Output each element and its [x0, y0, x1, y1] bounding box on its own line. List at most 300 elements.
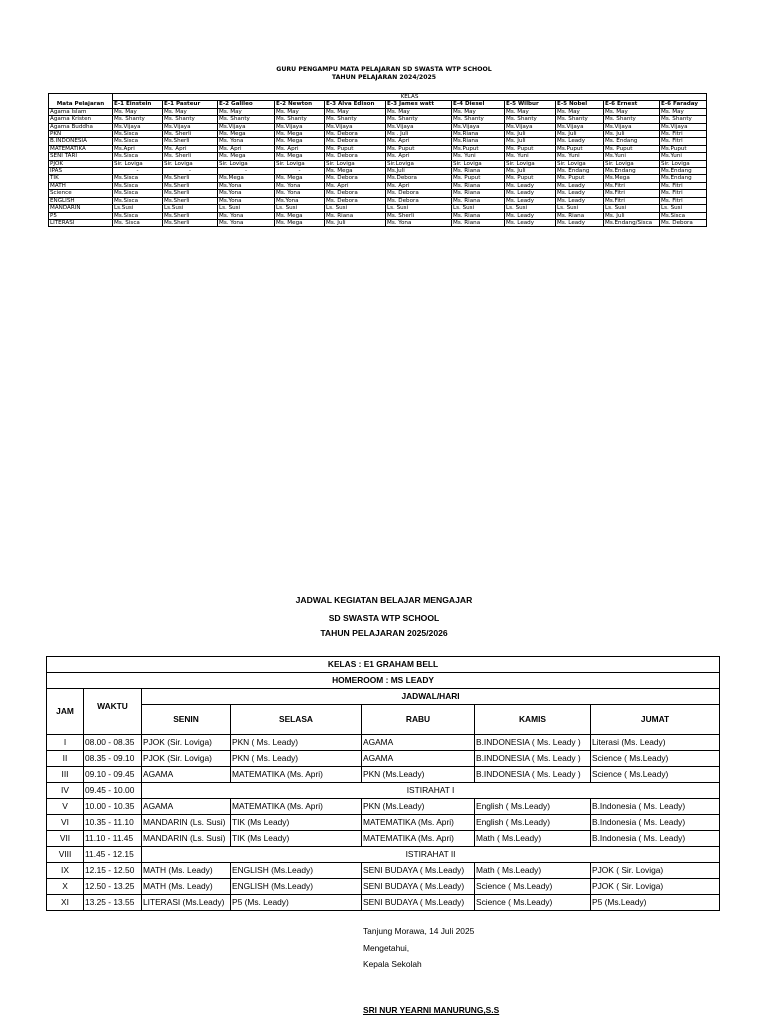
class-header: E-5 Nobel	[556, 101, 604, 108]
teacher-cell: Ms.Yona	[218, 182, 275, 189]
lesson-cell: AGAMA	[142, 767, 231, 783]
teacher-cell: Ms.Sisca	[113, 197, 163, 204]
table-row	[49, 116, 707, 123]
teacher-cell: Ms.Sisca	[113, 212, 163, 219]
teacher-cell: Sir. Loviga	[325, 160, 386, 167]
lesson-cell: PKN ( Ms. Leady)	[231, 735, 362, 751]
teacher-cell: Ms. Sisca	[113, 219, 163, 226]
teacher-cell: Ms. Puput	[386, 145, 452, 152]
teacher-cell: Ms. Mega	[325, 168, 386, 175]
teacher-cell: Ms. May	[604, 108, 660, 115]
teacher-cell: Ms. Apri	[386, 182, 452, 189]
teacher-cell: -	[275, 168, 325, 175]
teacher-cell: Ls. Susi	[660, 205, 707, 212]
table-row	[47, 863, 720, 879]
teacher-cell: Ms. Debora	[325, 175, 386, 182]
teacher-cell: Ms. Juli	[505, 138, 556, 145]
day-header: JUMAT	[591, 705, 720, 735]
teacher-cell: Ms. Riana	[452, 212, 505, 219]
teacher-cell: Ms.Puput	[556, 145, 604, 152]
waktu-cell: 09.10 - 09.45	[84, 767, 142, 783]
lesson-cell: Science ( Ms.Leady)	[475, 895, 591, 911]
subject-cell: B.INDONESIA	[49, 138, 113, 145]
teacher-cell: Ms. Sherli	[386, 212, 452, 219]
lesson-cell: PKN ( Ms. Leady)	[231, 751, 362, 767]
teacher-cell: Ms. Puput	[505, 175, 556, 182]
teacher-table-title: GURU PENGAMPU MATA PELAJARAN SD SWASTA WTP SCHOOL	[276, 66, 492, 73]
lesson-cell: B.Indonesia ( Ms. Leady)	[591, 799, 720, 815]
waktu-cell: 10.00 - 10.35	[84, 799, 142, 815]
teacher-cell: Ms. Apri	[218, 145, 275, 152]
lesson-cell: MATEMATIKA (Ms. Apri)	[231, 799, 362, 815]
table-row	[49, 160, 707, 167]
lesson-cell: English ( Ms.Leady)	[475, 799, 591, 815]
teacher-cell: Ms. Shanty	[452, 116, 505, 123]
table-row	[49, 175, 707, 182]
table-row	[47, 831, 720, 847]
lesson-cell: MATH (Ms. Leady)	[142, 863, 231, 879]
subject-cell: Agama Buddha	[49, 123, 113, 130]
teacher-cell: Sir. Loviga	[275, 160, 325, 167]
schedule-title: JADWAL KEGIATAN BELAJAR MENGAJAR	[295, 595, 473, 605]
table-row	[49, 123, 707, 130]
teacher-cell: Ms. Shanty	[660, 116, 707, 123]
teacher-cell: Ms.Endang	[660, 175, 707, 182]
teacher-cell: Ms.Puput	[660, 145, 707, 152]
teacher-cell: Sir.Loviga	[386, 160, 452, 167]
teacher-cell: Ms.Yona	[218, 190, 275, 197]
lesson-cell: PJOK ( Sir. Loviga)	[591, 863, 720, 879]
teacher-cell: Ms.Apri	[113, 145, 163, 152]
teacher-cell: Ls.Susi	[113, 205, 163, 212]
class-header: E-3 James watt	[386, 101, 452, 108]
lesson-cell: PJOK (Sir. Loviga)	[142, 735, 231, 751]
teacher-cell: Ms. Mega	[275, 175, 325, 182]
lesson-cell: P5 (Ms.Leady)	[591, 895, 720, 911]
teacher-cell: Ms. May	[275, 108, 325, 115]
teacher-cell: Ms. Puput	[505, 145, 556, 152]
class-header: E-1 Einstein	[113, 101, 163, 108]
teacher-cell: Ms. Riana	[452, 197, 505, 204]
corner-cell	[49, 94, 113, 101]
table-row	[47, 879, 720, 895]
teacher-cell: Ms. Riana	[556, 212, 604, 219]
teacher-cell: Ms. Riana	[452, 219, 505, 226]
lesson-cell: AGAMA	[362, 751, 475, 767]
class-header: E-1 Pasteur	[163, 101, 218, 108]
teacher-cell: Ms. Mega	[218, 131, 275, 138]
teacher-cell: Ms. May	[556, 108, 604, 115]
teacher-cell: Sir. Loviga	[218, 160, 275, 167]
waktu-cell: 08.35 - 09.10	[84, 751, 142, 767]
teacher-cell: Ms. Puput	[325, 145, 386, 152]
lesson-cell: ENGLISH (Ms.Leady)	[231, 863, 362, 879]
lesson-cell: PKN (Ms.Leady)	[362, 799, 475, 815]
waktu-cell: 11.45 - 12.15	[84, 847, 142, 863]
table-row	[49, 153, 707, 160]
sign-role: Kepala Sekolah	[363, 959, 422, 969]
teacher-cell: Ms. Juli	[604, 131, 660, 138]
table-row	[49, 212, 707, 219]
lesson-cell: MATEMATIKA (Ms. Apri)	[231, 767, 362, 783]
lesson-cell: AGAMA	[362, 735, 475, 751]
teacher-cell: Ms.Sherli	[163, 219, 218, 226]
teacher-cell: Ms. Shanty	[505, 116, 556, 123]
waktu-cell: 13.25 - 13.55	[84, 895, 142, 911]
jam-cell: I	[47, 735, 84, 751]
lesson-cell: MATH (Ms. Leady)	[142, 879, 231, 895]
day-header: KAMIS	[475, 705, 591, 735]
teacher-cell: Ms. Leady	[556, 197, 604, 204]
teacher-cell: Ms.Yona	[218, 197, 275, 204]
lesson-cell: MATEMATIKA (Ms. Apri)	[362, 831, 475, 847]
lesson-cell: Science ( Ms.Leady)	[591, 767, 720, 783]
waktu-cell: 11.10 - 11.45	[84, 831, 142, 847]
lesson-cell: B.INDONESIA ( Ms. Leady )	[475, 735, 591, 751]
teacher-cell: Ms. Mega	[275, 138, 325, 145]
waktu-cell: 08.00 - 08.35	[84, 735, 142, 751]
lesson-cell: MANDARIN (Ls. Susi)	[142, 815, 231, 831]
teacher-cell: Ms. Sherli	[163, 131, 218, 138]
teacher-cell: Ms.Riana	[452, 138, 505, 145]
lesson-cell: Math ( Ms.Leady)	[475, 863, 591, 879]
teacher-cell: Ms. Shanty	[163, 116, 218, 123]
teacher-cell: Ms.Sisca	[113, 153, 163, 160]
teacher-cell: Ms.Fitri	[604, 182, 660, 189]
table-row	[47, 751, 720, 767]
teacher-cell: Ms.Endang/Sisca	[604, 219, 660, 226]
teacher-cell: Ls. Susi	[386, 205, 452, 212]
teacher-cell: Ms. May	[505, 108, 556, 115]
teacher-cell: Ms.Sisca	[113, 190, 163, 197]
teacher-cell: Ms. Juli	[325, 219, 386, 226]
table-row	[49, 219, 707, 226]
teacher-cell: Ls. Susi	[325, 205, 386, 212]
teacher-cell: Ms.Endang	[604, 168, 660, 175]
subject-cell: MATEMATIKA	[49, 145, 113, 152]
teacher-cell: Ms. Yona	[386, 219, 452, 226]
teacher-cell: Ms. Riana	[452, 182, 505, 189]
lesson-cell: SENI BUDAYA ( Ms.Leady)	[362, 879, 475, 895]
teacher-cell: Ms. Juli	[556, 131, 604, 138]
teacher-cell: Sir. Loviga	[660, 160, 707, 167]
table-row	[49, 138, 707, 145]
teacher-cell: Ms. Leady	[556, 190, 604, 197]
teacher-cell: Ms. Leady	[505, 219, 556, 226]
teacher-cell: Ms. Yona	[218, 219, 275, 226]
teacher-cell: Ms.Vijaya	[218, 123, 275, 130]
teacher-cell: Ms.Vijaya	[325, 123, 386, 130]
teacher-cell: Ms. Debora	[325, 153, 386, 160]
teacher-cell: Ms. Mega	[275, 153, 325, 160]
lesson-cell: B.Indonesia ( Ms. Leady)	[591, 815, 720, 831]
teacher-cell: -	[163, 168, 218, 175]
class-header: E-6 Ernest	[604, 101, 660, 108]
waktu-cell: 10.35 - 11.10	[84, 815, 142, 831]
teacher-cell: Ms. Leady	[556, 219, 604, 226]
day-header: SELASA	[231, 705, 362, 735]
table-row	[47, 815, 720, 831]
teacher-cell: Sir. Loviga	[505, 160, 556, 167]
lesson-cell: ENGLISH (Ms.Leady)	[231, 879, 362, 895]
homeroom: HOMEROOM : MS LEADY	[47, 673, 720, 689]
jam-header: JAM	[47, 689, 84, 735]
lesson-cell: SENI BUDAYA ( Ms.Leady)	[362, 895, 475, 911]
teacher-cell: Ms. Yuni	[452, 153, 505, 160]
teacher-cell: Ms. Juli	[505, 168, 556, 175]
teacher-cell: Ms.Vijaya	[113, 123, 163, 130]
lesson-cell: MATEMATIKA (Ms. Apri)	[362, 815, 475, 831]
waktu-cell: 12.15 - 12.50	[84, 863, 142, 879]
teacher-cell: Ms.Vijaya	[660, 123, 707, 130]
teacher-assignment-table	[48, 93, 707, 227]
kelas-header: KELAS	[113, 94, 707, 101]
teacher-cell: Ms. Apri	[275, 145, 325, 152]
teacher-cell: -	[113, 168, 163, 175]
teacher-cell: Ms. May	[218, 108, 275, 115]
subject-cell: Science	[49, 190, 113, 197]
table-row	[47, 799, 720, 815]
teacher-cell: Sir. Loviga	[452, 160, 505, 167]
class-header: E-5 Wilbur	[505, 101, 556, 108]
teacher-cell: Ms. Debora	[325, 197, 386, 204]
break-cell: ISTIRAHAT I	[142, 783, 720, 799]
teacher-cell: Ms. Shanty	[604, 116, 660, 123]
teacher-cell: Ms.Yuni	[604, 153, 660, 160]
teacher-cell: Sir. Loviga	[604, 160, 660, 167]
table-row	[49, 190, 707, 197]
teacher-cell: Ms.Vijaya	[556, 123, 604, 130]
teacher-cell: Ms. Apri	[386, 153, 452, 160]
lesson-cell: B.INDONESIA ( Ms. Leady )	[475, 767, 591, 783]
teacher-cell: Ms.Debora	[386, 175, 452, 182]
jam-cell: II	[47, 751, 84, 767]
teacher-cell: Ms. Apri	[325, 182, 386, 189]
subject-cell: Agama Kristen	[49, 116, 113, 123]
teacher-cell: Sir. Loviga	[113, 160, 163, 167]
teacher-cell: Ms. Fitri	[660, 182, 707, 189]
day-header: SENIN	[142, 705, 231, 735]
teacher-cell: Ms.Fitri	[604, 197, 660, 204]
subject-cell: ENGLISH	[49, 197, 113, 204]
table-row	[47, 767, 720, 783]
jam-cell: V	[47, 799, 84, 815]
table-row	[49, 131, 707, 138]
teacher-cell: Ms. Leady	[505, 182, 556, 189]
teacher-cell: Ms. Yona	[275, 182, 325, 189]
table-row	[49, 145, 707, 152]
subject-cell: Agama Islam	[49, 108, 113, 115]
waktu-header: WAKTU	[84, 689, 142, 735]
table-row	[47, 895, 720, 911]
teacher-cell: Ms. Apri	[163, 145, 218, 152]
teacher-cell: -	[218, 168, 275, 175]
teacher-cell: Ms.Vijaya	[163, 123, 218, 130]
table-row	[49, 168, 707, 175]
lesson-cell: Math ( Ms.Leady)	[475, 831, 591, 847]
teacher-cell: Ms. Yona	[218, 212, 275, 219]
lesson-cell: Science ( Ms.Leady)	[475, 879, 591, 895]
lesson-cell: SENI BUDAYA ( Ms.Leady)	[362, 863, 475, 879]
teacher-cell: Ms. Yona	[275, 190, 325, 197]
subject-cell: TIK	[49, 175, 113, 182]
teacher-cell: Ms. Endang	[604, 138, 660, 145]
teacher-cell: Ms.Sisca	[660, 212, 707, 219]
lesson-cell: TIK (Ms Leady)	[231, 815, 362, 831]
teacher-cell: Ms. Shanty	[275, 116, 325, 123]
lesson-cell: PJOK ( Sir. Loviga)	[591, 879, 720, 895]
teacher-cell: Ms.Endang	[660, 168, 707, 175]
teacher-cell: Ms. Shanty	[113, 116, 163, 123]
teacher-cell: Ms. Riana	[452, 190, 505, 197]
lesson-cell: TIK (Ms Leady)	[231, 831, 362, 847]
lesson-cell: AGAMA	[142, 799, 231, 815]
teacher-cell: Ls. Susi	[275, 205, 325, 212]
teacher-cell: Ls.Susi	[163, 205, 218, 212]
subject-cell: PKN	[49, 131, 113, 138]
teacher-cell: Ms.Vijaya	[275, 123, 325, 130]
teacher-cell: Sir. Loviga	[163, 160, 218, 167]
teacher-cell: Ms. Puput	[604, 145, 660, 152]
teacher-cell: Ms.Juli	[386, 168, 452, 175]
lesson-cell: Literasi (Ms. Leady)	[591, 735, 720, 751]
teacher-cell: Ms. Sherli	[163, 153, 218, 160]
teacher-cell: Ms . Juli	[386, 131, 452, 138]
teacher-cell: Ms. Debora	[386, 197, 452, 204]
subject-cell: PJOK	[49, 160, 113, 167]
teacher-cell: Ms. Mega	[218, 153, 275, 160]
teacher-cell: Ms. Juli	[604, 212, 660, 219]
teacher-cell: Ls. Susi	[556, 205, 604, 212]
teacher-cell: Ms.Sisca	[113, 138, 163, 145]
lesson-cell: English ( Ms.Leady)	[475, 815, 591, 831]
teacher-cell: Ms. Yona	[218, 138, 275, 145]
jam-cell: IX	[47, 863, 84, 879]
class-header: E-6 Faraday	[660, 101, 707, 108]
teacher-cell: Ls. Susi	[505, 205, 556, 212]
teacher-cell: Ms.Sherli	[163, 190, 218, 197]
teacher-cell: Ms.Vijaya	[505, 123, 556, 130]
class-header: E-3 Alva Edison	[325, 101, 386, 108]
teacher-cell: Ms. Fitri	[660, 197, 707, 204]
teacher-cell: Sir. Loviga	[556, 160, 604, 167]
teacher-cell: Ms.Yona	[275, 197, 325, 204]
table-row	[49, 182, 707, 189]
jadwal-header: JADWAL/HARI	[142, 689, 720, 705]
lesson-cell: B.Indonesia ( Ms. Leady)	[591, 831, 720, 847]
subject-cell: LITERASI	[49, 219, 113, 226]
teacher-cell: Ms. Shanty	[218, 116, 275, 123]
break-cell: ISTIRAHAT II	[142, 847, 720, 863]
teacher-cell: Ms.Vijaya	[604, 123, 660, 130]
waktu-cell: 09.45 - 10.00	[84, 783, 142, 799]
teacher-cell: Ms. Riana	[452, 168, 505, 175]
teacher-cell: Ms. May	[386, 108, 452, 115]
jam-cell: VIII	[47, 847, 84, 863]
teacher-cell: Ms.Sisca	[113, 175, 163, 182]
teacher-cell: Ms.Vijaya	[452, 123, 505, 130]
lesson-cell: P5 (Ms. Leady)	[231, 895, 362, 911]
teacher-cell: Ms. Yuni	[505, 153, 556, 160]
subject-cell: SENI TARI	[49, 153, 113, 160]
teacher-cell: Ms. Shanty	[325, 116, 386, 123]
teacher-cell: Ms. Riana	[325, 212, 386, 219]
teacher-cell: Ms.Yuni	[660, 153, 707, 160]
jam-cell: VI	[47, 815, 84, 831]
teacher-cell: Ms. May	[163, 108, 218, 115]
jam-cell: XI	[47, 895, 84, 911]
teacher-cell: Ms. Mega	[275, 212, 325, 219]
teacher-cell: Ms. May	[113, 108, 163, 115]
teacher-cell: Ms.Mega	[604, 175, 660, 182]
jam-cell: X	[47, 879, 84, 895]
teacher-cell: Ms. Leady	[556, 138, 604, 145]
jam-cell: VII	[47, 831, 84, 847]
sign-place-date: Tanjung Morawa, 14 Juli 2025	[363, 926, 475, 936]
waktu-cell: 12.50 - 13.25	[84, 879, 142, 895]
teacher-cell: Ms. Apri	[386, 138, 452, 145]
class-header: E-2 Newton	[275, 101, 325, 108]
teacher-cell: Ms. Fitri	[660, 131, 707, 138]
lesson-cell: B.INDONESIA ( Ms. Leady )	[475, 751, 591, 767]
class-name: KELAS : E1 GRAHAM BELL	[47, 657, 720, 673]
teacher-cell: Ms. Fitri	[660, 190, 707, 197]
teacher-cell: Ms. Puput	[556, 175, 604, 182]
teacher-cell: Ls. Susi	[218, 205, 275, 212]
teacher-cell: Ms. Mega	[275, 131, 325, 138]
subject-cell: MATH	[49, 182, 113, 189]
table-row	[47, 735, 720, 751]
teacher-cell: Ms. Debora	[325, 190, 386, 197]
lesson-cell: Science ( Ms.Leady)	[591, 751, 720, 767]
day-header: RABU	[362, 705, 475, 735]
teacher-table-year: TAHUN PELAJARAN 2024/2025	[331, 74, 437, 81]
teacher-cell: Ms. Debora	[660, 219, 707, 226]
teacher-cell: Ms.Sherli	[163, 138, 218, 145]
class-header: E-4 Diesel	[452, 101, 505, 108]
schedule-school: SD SWASTA WTP SCHOOL	[328, 613, 440, 623]
teacher-cell: Ms.Sisca	[113, 131, 163, 138]
table-row	[47, 783, 720, 799]
teacher-cell: Ms. Shanty	[386, 116, 452, 123]
teacher-cell: Ms.Puput	[452, 145, 505, 152]
teacher-cell: Ms. Leady	[505, 197, 556, 204]
table-row	[49, 108, 707, 115]
teacher-cell: Ms.Sisca	[113, 182, 163, 189]
teacher-cell: Ms. Leady	[556, 182, 604, 189]
teacher-cell: Ms. Leady	[505, 212, 556, 219]
teacher-cell: Ms. Fitri	[660, 138, 707, 145]
teacher-cell: Ms. Yuni	[556, 153, 604, 160]
teacher-cell: Ms. Shanty	[556, 116, 604, 123]
teacher-cell: Ls. Susi	[604, 205, 660, 212]
schedule-table	[46, 656, 720, 911]
teacher-cell: Ms. May	[452, 108, 505, 115]
teacher-cell: Ms.Vijaya	[386, 123, 452, 130]
teacher-cell: Ms. Debora	[325, 131, 386, 138]
teacher-cell: Ms.Sherli	[163, 175, 218, 182]
table-row	[47, 847, 720, 863]
teacher-cell: Ms. Mega	[275, 219, 325, 226]
teacher-cell: Ms.Sherli	[163, 212, 218, 219]
teacher-cell: Ms. Endang	[556, 168, 604, 175]
teacher-cell: Ms. Debora	[325, 138, 386, 145]
table-row	[49, 197, 707, 204]
jam-cell: IV	[47, 783, 84, 799]
teacher-cell: Ms. May	[325, 108, 386, 115]
lesson-cell: PJOK (Sir. Loviga)	[142, 751, 231, 767]
teacher-cell: Ms. Debora	[386, 190, 452, 197]
